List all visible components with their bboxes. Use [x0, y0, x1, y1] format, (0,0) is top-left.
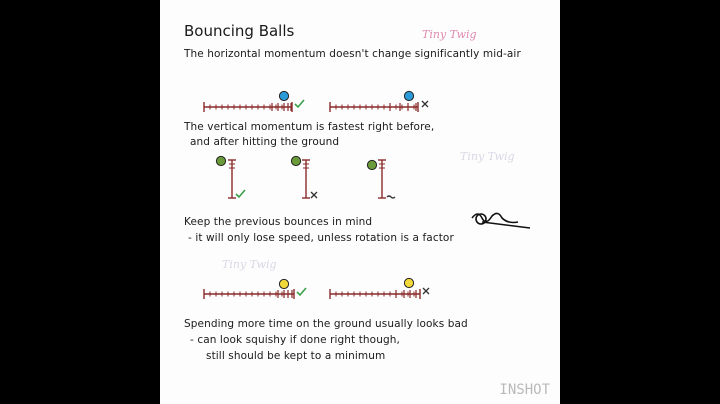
- cross-mark-icon: [422, 101, 428, 107]
- vertical-text-line1: The vertical momentum is fastest right before,: [184, 121, 435, 133]
- diagram-canvas: [160, 0, 560, 404]
- bounces-text-line1: Keep the previous bounces in mind: [184, 216, 373, 228]
- green-ball: [367, 160, 376, 169]
- corner-watermark: INSHOT: [499, 382, 550, 398]
- yellow-ball: [279, 279, 288, 288]
- cross-mark-icon: [311, 192, 317, 198]
- page-title: Bouncing Balls: [184, 22, 295, 40]
- tilde-mark-icon: [387, 196, 395, 198]
- ground-text-line3: still should be kept to a minimum: [206, 350, 386, 362]
- vertical-text-line2: and after hitting the ground: [190, 136, 340, 148]
- check-mark-icon: [236, 190, 245, 197]
- watermark-faint: Tiny Twig: [222, 258, 277, 271]
- green-ball: [291, 156, 300, 165]
- watermark-faint: Tiny Twig: [460, 150, 515, 163]
- check-mark-icon: [297, 288, 306, 295]
- cross-mark-icon: [423, 288, 429, 294]
- check-mark-icon: [295, 100, 304, 107]
- bounces-text-line2: - it will only lose speed, unless rotation is a factor: [188, 232, 454, 244]
- green-ball: [216, 156, 225, 165]
- ground-text-line2: - can look squishy if done right though,: [190, 334, 400, 346]
- horizontal-text: The horizontal momentum doesn't change significantly mid-air: [184, 48, 521, 60]
- bounce-sketch-icon: [472, 213, 530, 228]
- yellow-ball: [404, 278, 413, 287]
- watermark-logo: Tiny Twig: [422, 28, 477, 41]
- blue-ball: [279, 91, 288, 100]
- tutorial-card: [160, 0, 560, 404]
- ground-text-line1: Spending more time on the ground usually looks bad: [184, 318, 468, 330]
- blue-ball: [404, 91, 413, 100]
